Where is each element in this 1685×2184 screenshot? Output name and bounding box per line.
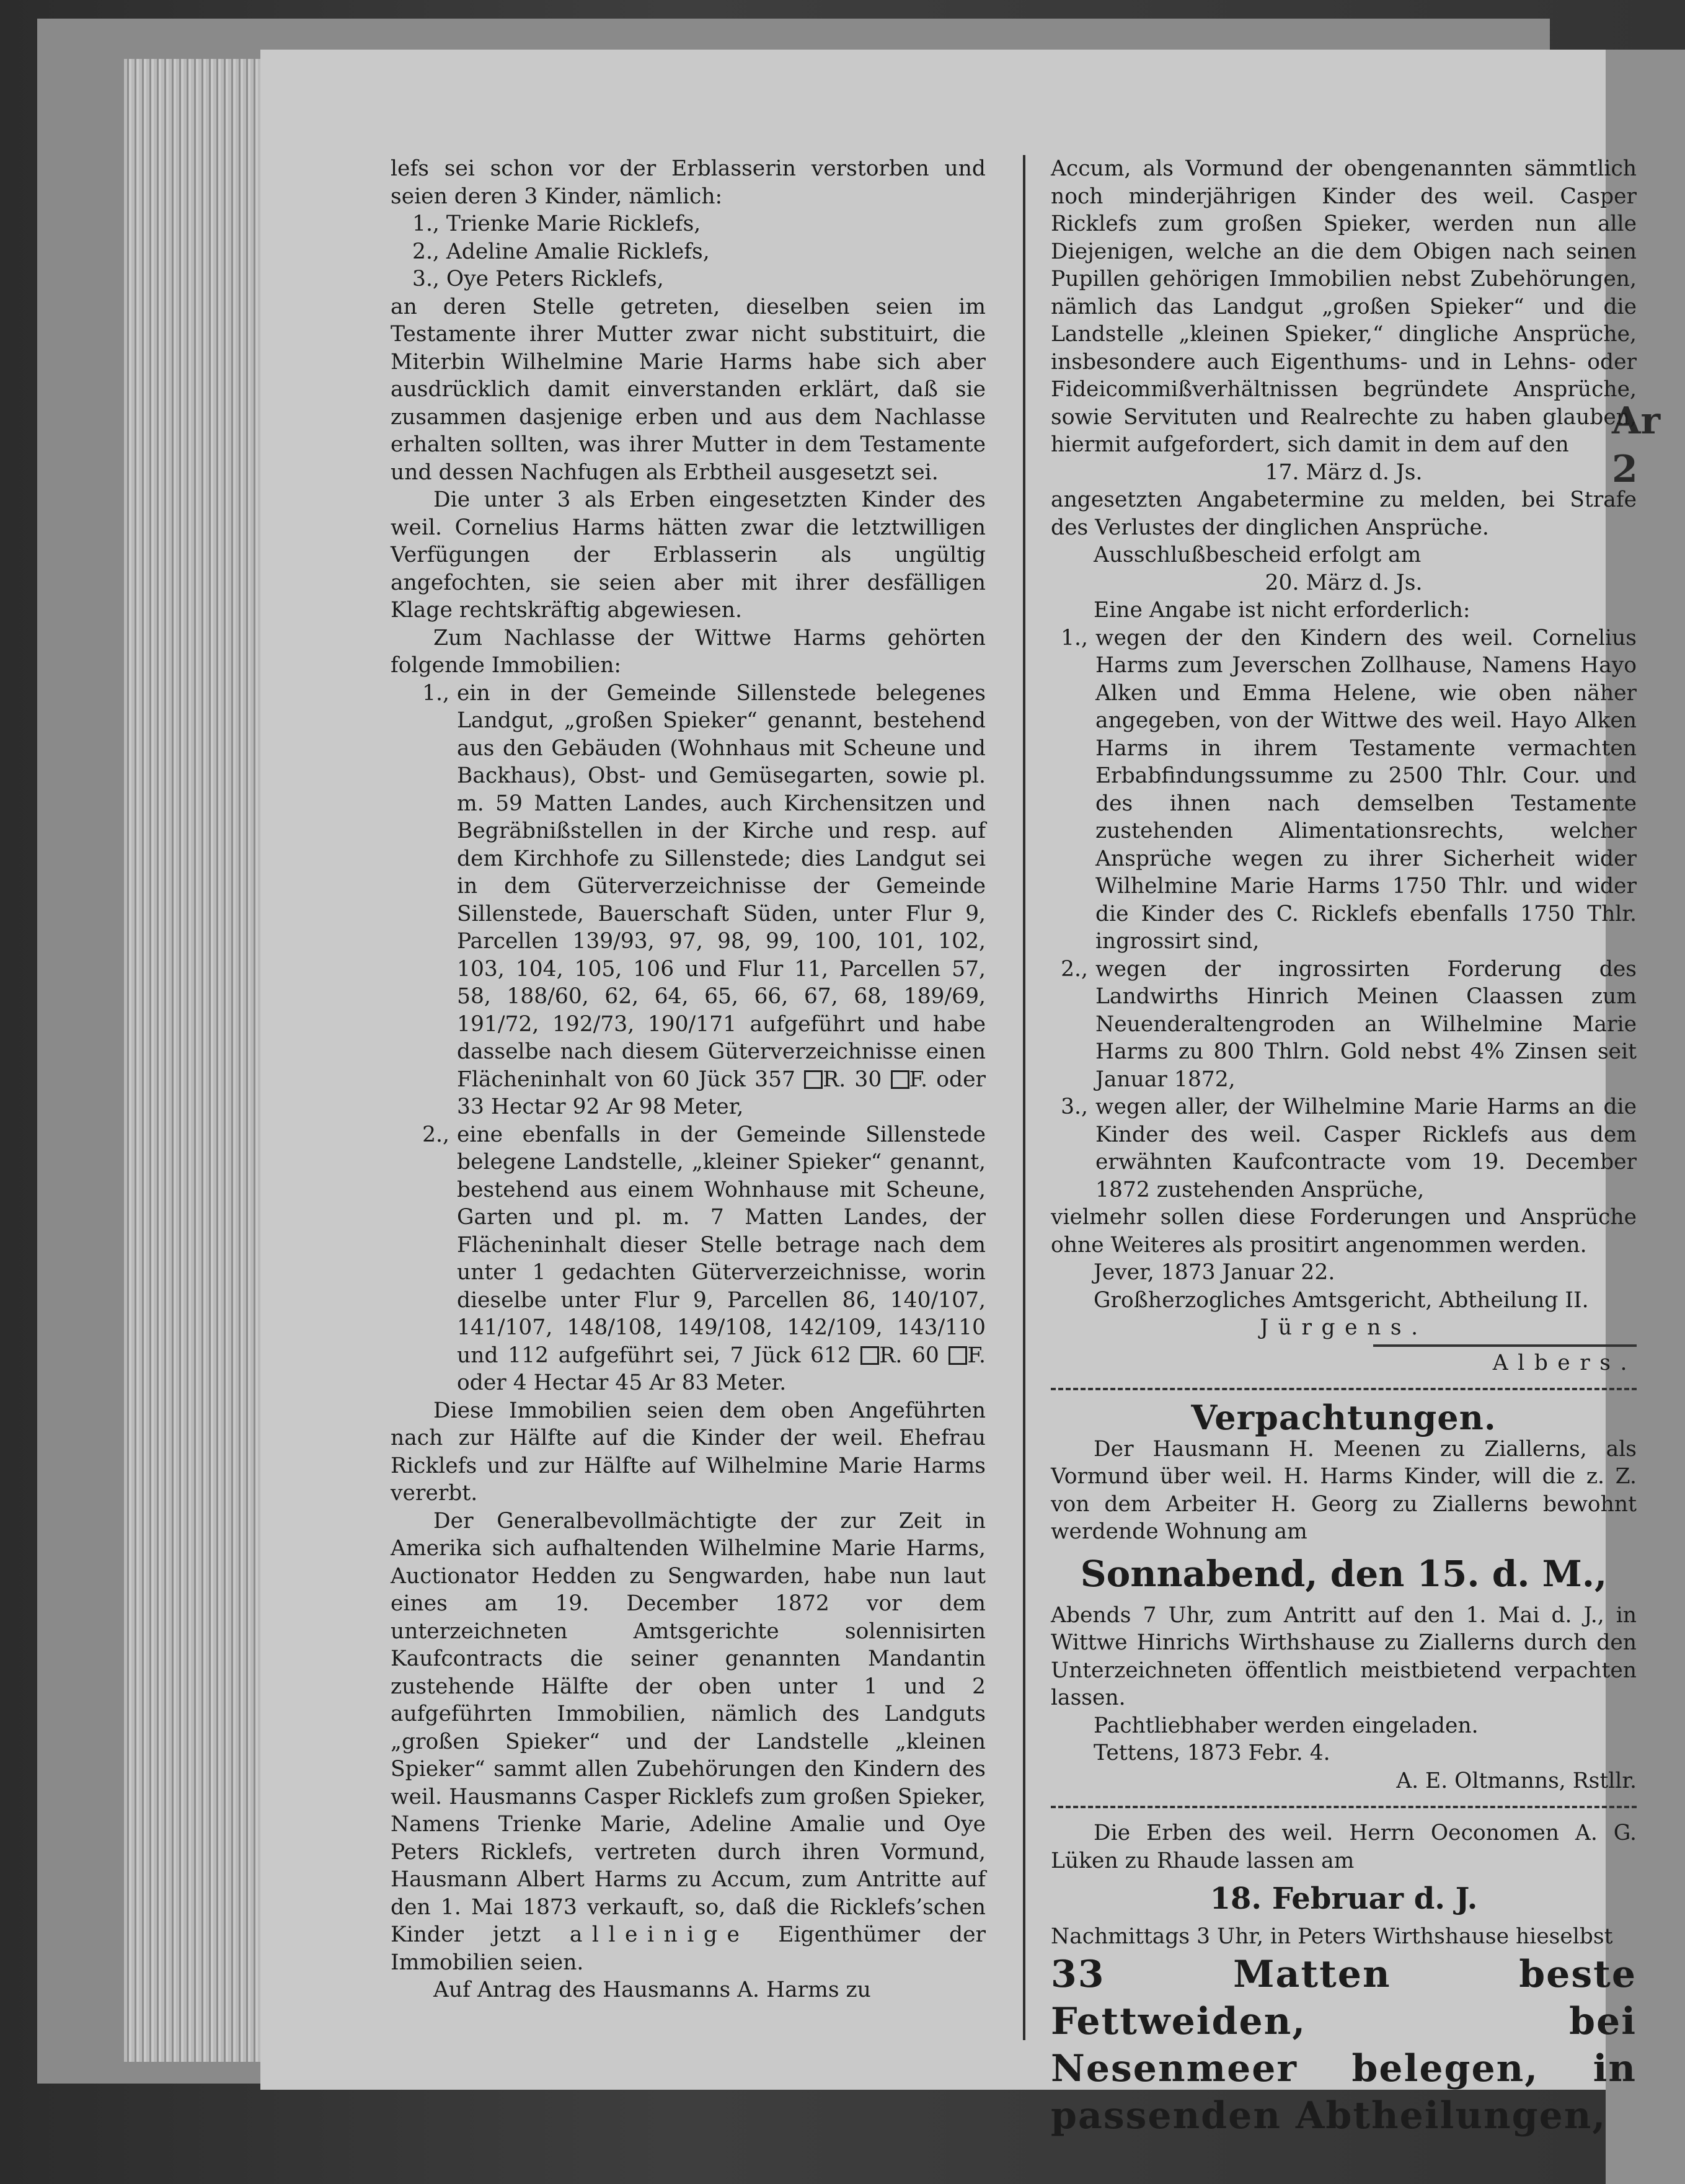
square-symbol — [949, 1346, 967, 1365]
exception-item — [1051, 1093, 1637, 1204]
item-text-c: F. oder 33 Hectar 92 Ar 98 Meter, — [457, 1067, 986, 1119]
place-date: Tettens, 1873 Febr. 4. — [1094, 1741, 1330, 1765]
section-divider — [1051, 1806, 1637, 1808]
spaced-word: alleinige — [569, 1922, 750, 1947]
item-number: 1., — [1061, 625, 1088, 650]
exception-item — [1051, 956, 1637, 1094]
child-name: 3., Oye Peters Ricklefs, — [412, 267, 664, 291]
date-line: 20. März d. Js. — [1265, 570, 1423, 595]
section-title: Verpachtungen. — [1191, 1398, 1497, 1437]
paragraph: Zum Nachlasse der Wittwe Harms gehörten folgende Immobilien: — [391, 625, 986, 678]
court-name: Großherzogliches Amtsgericht, Abtheilung II. — [1094, 1287, 1589, 1313]
property-item — [391, 680, 986, 1121]
next-page-fragment: Ar 2 — [1612, 399, 1661, 491]
paragraph: Abends 7 Uhr, zum Antritt auf den 1. Mai d. J., in Wittwe Hinrichs Wirthshause zu Ziallerns durch den Unterzeichneten öffentlich meistbietend verpachten lassen. — [1051, 1602, 1637, 1710]
item-number: 2., — [1061, 956, 1088, 982]
paragraph: vielmehr sollen diese Forderungen und Ansprüche ohne Weiteres als prositirt angenommen werden. — [1051, 1205, 1637, 1258]
signature-rule — [1373, 1344, 1637, 1347]
paragraph: Auf Antrag des Hausmanns A. Harms zu — [433, 1978, 871, 2002]
item-text: wegen der den Kindern des weil. Cornelius Harms zum Jeverschen Zollhause, Namens Hayo Alken und Emma Helene, wie oben näher angegeben, von der Wittwe des weil. Hayo Alken Harms in ihrem Testamente vermachten Erbabfindungssumme zu 2500 Thlr. Cour. und des ihnen nach demselben Testamente zustehenden Alimentationsrechts, welcher Ansprüche wegen zu ihrer Sicherheit wider Wilhelmine Marie Harms 1750 Thlr. und wider die Kinder des C. Ricklefs ebenfalls 1750 Thlr. ingrossirt sind, — [1095, 625, 1637, 954]
paragraph: Die Erben des weil. Herrn Oeconomen A. G. Lüken zu Rhaude lassen am — [1051, 1821, 1637, 1873]
paragraph: Die unter 3 als Erben eingesetzten Kinder des weil. Cornelius Harms hätten zwar die letztwilligen Verfügungen der Erblasserin als ungültig angefochten, sie seien aber mit ihrer desfälligen Klage rechtskräftig abgewiesen. — [391, 487, 986, 623]
page-edges — [124, 59, 267, 2062]
item-text-b: R. 60 — [879, 1343, 939, 1368]
paragraph: Accum, als Vormund der obengenannten sämmtlich noch minderjährigen Kinder des weil. Casper Ricklefs zum großen Spieker, werden nun alle Diejenigen, welche an die dem Obigen nach seinen Pupillen gehörigen Immobilien nebst Zubehörungen, nämlich das Landgut „großen Spieker“ und die Landstelle „kleinen Spieker,“ dingliche Ansprüche, insbesondere auch Eigenthums- und in Lehns- oder Fideicommißverhältnissen begründete Ansprüche, sowie Servituten und Realrechte zu haben glauben, hiermit aufgefordert, sich damit in dem auf den — [1051, 156, 1637, 457]
paragraph: lefs sei schon vor der Erblasserin verstorben und seien deren 3 Kinder, nämlich: — [391, 156, 986, 209]
item-text — [457, 1121, 986, 1397]
child-name: 2., Adeline Amalie Ricklefs, — [412, 239, 710, 264]
paragraph: Ausschlußbescheid erfolgt am — [1094, 543, 1422, 567]
child-name: 1., Trienke Marie Ricklefs, — [412, 211, 701, 236]
item-text: wegen aller, der Wilhelmine Marie Harms an die Kinder des weil. Casper Ricklefs aus dem erwähnten Kaufcontracte vom 19. December 1872 zustehenden Ansprüche, — [1095, 1094, 1637, 1202]
paragraph: an deren Stelle getreten, dieselben seien im Testamente ihrer Mutter zwar nicht substituirt, die Miterbin Wilhelmine Marie Harms habe sich aber ausdrücklich damit einverstanden erklärt, daß sie zusammen dasjenige erben und aus dem Nachlasse erhalten sollten, was ihrer Mutter in dem Testamente und dessen Nachfugen als Erbtheil ausgesetzt sei. — [391, 294, 986, 485]
left-column — [391, 155, 986, 2004]
paragraph: Der Hausmann H. Meenen zu Ziallerns, als Vormund über weil. H. Harms Kinder, will die z. Z. von dem Arbeiter H. Georg zu Ziallerns bewohnt werdende Wohnung am — [1051, 1436, 1637, 1544]
date-line: 17. März d. Js. — [1265, 459, 1423, 485]
item-text: wegen der ingrossirten Forderung des Landwirths Hinrich Meinen Claassen zum Neuenderaltengroden an Wilhelmine Marie Harms zu 800 Thlrn. Gold nebst 4% Zinsen seit Januar 1872, — [1095, 956, 1637, 1092]
headline-offer: 33 Matten beste Fettweiden, bei Nesenmeer belegen, in passenden Abtheilungen, — [1051, 1952, 1637, 2137]
clerk-signature: Albers. — [1492, 1350, 1637, 1375]
auction-date: Sonnabend, den 15. d. M., — [1080, 1552, 1608, 1595]
paragraph: angesetzten Angabetermine zu melden, bei Strafe des Verlustes der dinglichen Ansprüche. — [1051, 487, 1637, 540]
paragraph: Eine Angabe ist nicht erforderlich: — [1094, 598, 1471, 623]
square-symbol — [804, 1070, 823, 1089]
item-text-c: F. oder 4 Hectar 45 Ar 83 Meter. — [457, 1343, 986, 1395]
paragraph-text: Der Generalbevollmächtigte der zur Zeit in Amerika sich aufhaltenden Wilhelmine Marie Harms, Auctionator Hedden zu Sengwarden, habe nun laut eines am 19. December 1872 vor dem unterzeichneten Amtsgerichte solennisirten Kaufcontracts die seiner genannten Mandantin zustehende Hälfte der oben unter 1 und 2 aufgeführten Immobilien, nämlich des Landguts „großen Spieker“ und der Landstelle „kleinen Spieker“ sammt allen Zubehörungen den Kindern des weil. Hausmanns Casper Ricklefs zum großen Spieker, Namens Trienke Marie, Adeline Amalie und Oye Peters Ricklefs, vertreten durch ihren Vormund, Hausmann Albert Harms zu Accum, zum Antritte auf den 1. Mai 1873 verkauft, so, daß die Ricklefs’schen Kinder jetzt — [391, 1508, 986, 1947]
item-number: 1., — [422, 680, 449, 706]
exception-item — [1051, 624, 1637, 956]
paragraph-end: Eigenthümer der Immobilien seien. — [391, 1922, 986, 1975]
item-text-a: ein in der Gemeinde Sillenstede belegenes Landgut, „großen Spieker“ genannt, bestehend aus den Gebäuden (Wohnhaus mit Scheune und Backhaus), Obst- und Gemüsegarten, sowie pl. m. 59 Matten Landes, auch Kirchensitzen und Begräbnißstellen in der Kirche und resp. auf dem Kirchhofe zu Sillenstede; dies Landgut sei in dem Güterverzeichnisse der Gemeinde Sillenstede, Bauerschaft Süden, unter Flur 9, Parcellen 139/93, 97, 98, 99, 100, 101, 102, 103, 104, 105, 106 und Flur 11, Parcellen 57, 58, 188/60, 62, 64, 65, 66, 67, 68, 189/69, 191/72, 192/73, 190/171 aufgeführt und habe dasselbe nach diesem Güterverzeichnisse einen Flächeninhalt von 60 Jück 357 — [457, 680, 986, 1092]
section-divider — [1051, 1388, 1637, 1390]
square-symbol — [891, 1070, 909, 1089]
column-divider — [1023, 155, 1025, 2040]
item-text-a: eine ebenfalls in der Gemeinde Sillenstede belegene Landstelle, „kleiner Spieker“ genannt, bestehend aus einem Wohnhause mit Scheune, Garten und pl. m. 7 Matten Landes, der Flächeninhalt dieser Stelle betrage nach dem unter 1 gedachten Güterverzeichnisse, worin dieselbe unter Flur 9, Parcellen 86, 140/107, 141/107, 148/108, 149/108, 142/109, 143/110 und 112 aufgeführt sei, 7 Jück 612 — [457, 1122, 986, 1368]
item-number: 3., — [1061, 1094, 1088, 1119]
item-text-b: R. 30 — [823, 1067, 882, 1092]
property-item — [391, 1121, 986, 1397]
item-text — [457, 680, 986, 1121]
paragraph — [391, 1507, 986, 1977]
right-column — [1051, 155, 1637, 2139]
paragraph: Diese Immobilien seien dem oben Angeführten nach zur Hälfte auf die Kinder der weil. Ehefrau Ricklefs und zur Hälfte auf Wilhelmine Marie Harms vererbt. — [391, 1398, 986, 1506]
place-date: Jever, 1873 Januar 22. — [1094, 1260, 1335, 1285]
signature: A. E. Oltmanns, Rstllr. — [1396, 1768, 1637, 1793]
paragraph: Pachtliebhaber werden eingeladen. — [1094, 1713, 1479, 1738]
square-symbol — [860, 1346, 879, 1365]
sale-date: 18. Februar d. J. — [1210, 1881, 1478, 1916]
judge-signature: Jürgens. — [1260, 1315, 1428, 1340]
item-number: 2., — [422, 1122, 449, 1147]
paragraph: Nachmittags 3 Uhr, in Peters Wirthshause hieselbst — [1051, 1924, 1613, 1949]
